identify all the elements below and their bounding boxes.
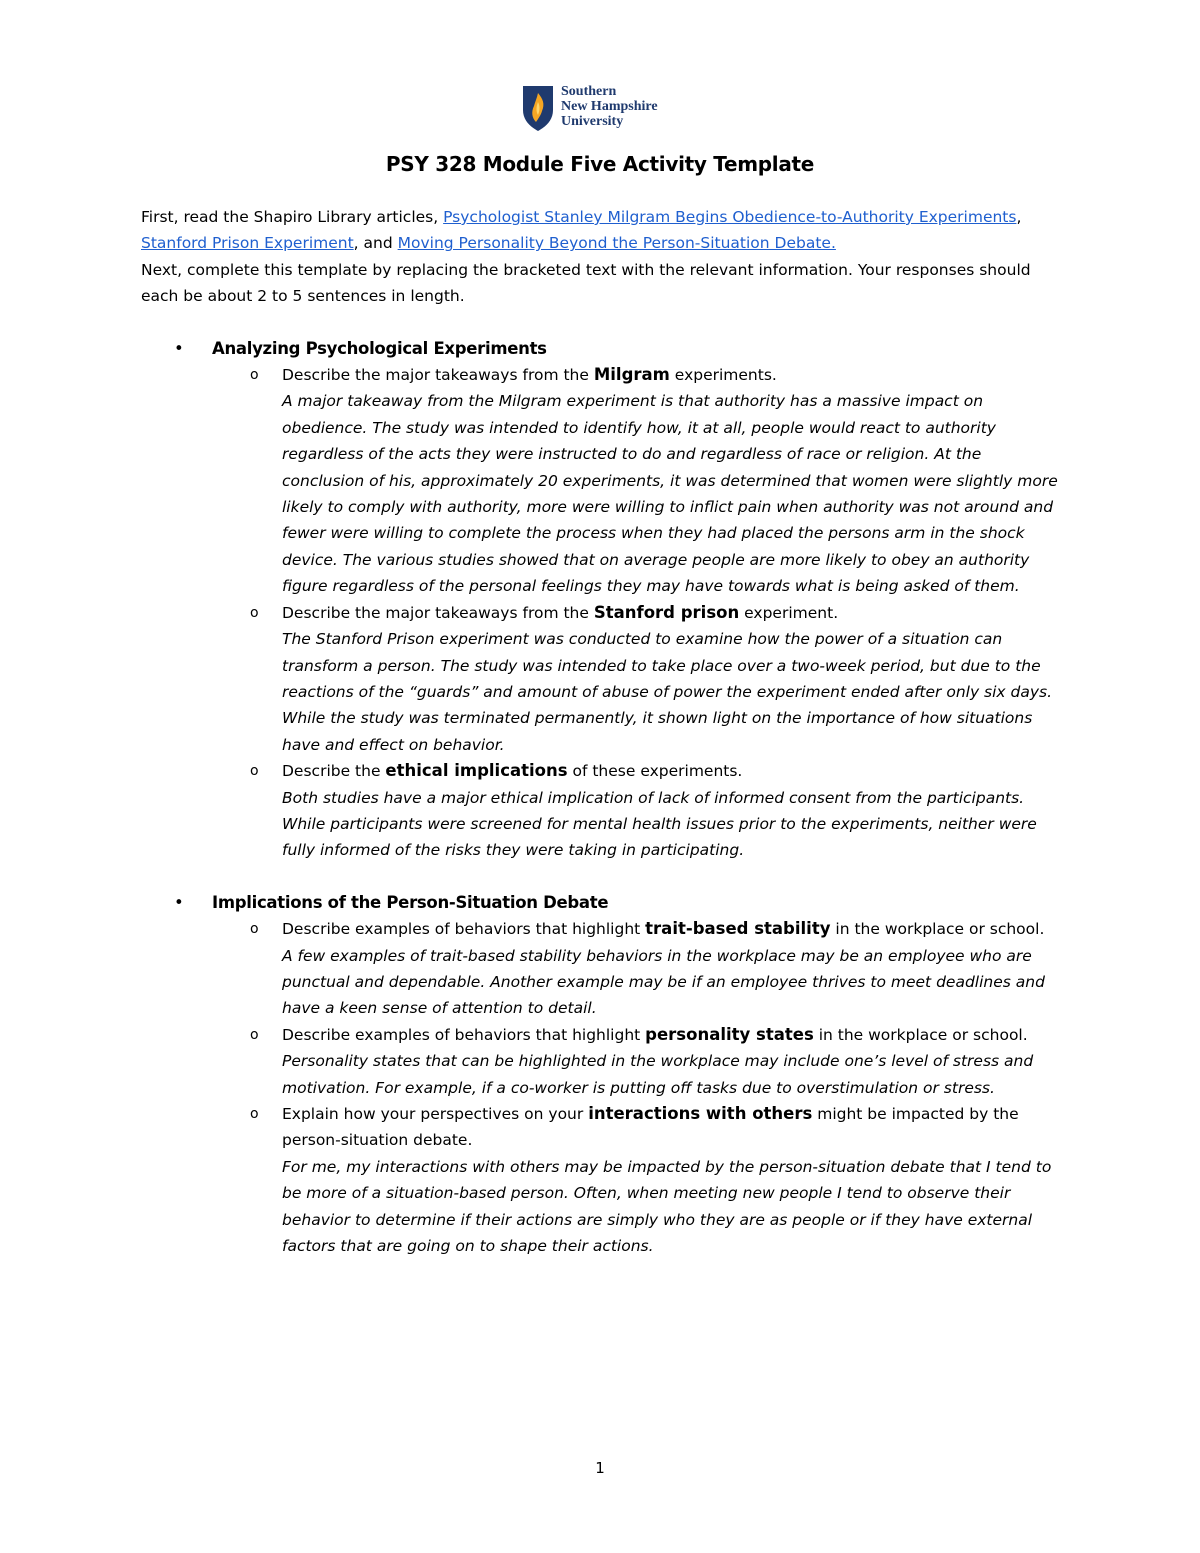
list-item — [141, 916, 1062, 1022]
item-answer: A major takeaway from the Milgram experiment is that authority has a massive impact on obedience. The study was intended to identify how, it at all, people would react to authority regardless of the acts they were instructed to do and regardless of race or religion. At the conclusion of his, approximately 20 experiments, it was determined that women were slightly more likely to comply with authority, more were willing to inflict pain when authority was not around and fewer were willing to complete the process when they had placed the persons arm in the shock device. The various studies showed that on average people are more likely to obey an authority figure regardless of the personal feelings they may have towards what is being asked of them. — [282, 392, 1058, 596]
sub-bullet-icon: o — [250, 1026, 259, 1043]
list-item — [141, 362, 1062, 600]
list-item — [141, 600, 1062, 758]
logo-line-3: University — [561, 114, 624, 129]
section-person-situation — [141, 890, 1061, 1260]
item-answer: A few examples of trait-based stability behaviors in the workplace may be an employee who are punctual and dependable. Another example may be if an employee thrives to meet deadlines and have a keen sense of attention to detail. — [282, 946, 1045, 1018]
intro-next-label: Next — [141, 260, 178, 279]
intro-next-text: , complete this template by replacing the bracketed text with the relevant information. Your responses should each be about 2 to 5 sentences in length. — [141, 260, 1031, 306]
sub-bullet-icon: o — [250, 367, 259, 384]
link-stanford-article[interactable]: Stanford Prison Experiment — [141, 234, 354, 253]
link-milgram-article[interactable]: Psychologist Stanley Milgram Begins Obedience-to-Authority Experiments — [443, 208, 1017, 226]
bullet-icon: • — [174, 892, 184, 912]
prompt-post: might be impacted by the person-situation debate. — [282, 1105, 1019, 1150]
bullet-icon: • — [174, 338, 184, 358]
prompt-pre: Describe the major takeaways from the — [282, 603, 594, 622]
prompt-pre: Describe examples of behaviors that highlight — [282, 1025, 646, 1044]
section-heading — [141, 336, 1061, 362]
prompt-key: Milgram — [593, 365, 670, 385]
university-logo — [521, 84, 691, 134]
intro-first-text: , read the Shapiro Library articles, — [173, 208, 444, 226]
section-analyzing-experiments — [141, 336, 1061, 864]
item-answer: For me, my interactions with others may be impacted by the person-situation debate that I tend to be more of a situation-based person. Often, when meeting new people I tend to observe their behavior to determine if their actions are simply who they are as people or if they have external factors that are going on to shape their actions. — [282, 1157, 1052, 1256]
prompt-pre: Explain how your perspectives on your — [282, 1105, 589, 1123]
prompt-key: trait-based stability — [645, 919, 831, 939]
section-heading-text: Analyzing Psychological Experiments — [212, 338, 547, 358]
item-answer: Both studies have a major ethical implication of lack of informed consent from the participants. While participants were screened for mental health issues prior to the experiments, neither were fully informed of the risks they were taking in participating. — [282, 788, 1037, 860]
link-personality-article[interactable]: Moving Personality Beyond the Person-Situation Debate. — [397, 234, 836, 253]
prompt-key: Stanford prison — [593, 602, 740, 622]
prompt-post: experiments. — [669, 366, 777, 385]
list-item — [141, 758, 1062, 864]
prompt-post: in the workplace or school. — [813, 1025, 1028, 1044]
intro-first-label: First — [141, 208, 174, 226]
item-prompt — [282, 1101, 1062, 1154]
prompt-pre: Describe the — [282, 762, 386, 781]
prompt-key: personality states — [645, 1024, 814, 1044]
intro-sep-1: , — [1016, 208, 1022, 226]
page-number: 1 — [595, 1459, 605, 1477]
prompt-key: interactions with others — [588, 1104, 813, 1123]
item-prompt — [282, 916, 1062, 942]
item-prompt — [282, 600, 1062, 626]
sub-bullet-icon: o — [250, 604, 259, 621]
intro-sep-2: , and — [353, 234, 398, 253]
sub-bullet-icon: o — [250, 921, 259, 938]
list-item — [141, 1101, 1062, 1259]
prompt-pre: Describe examples of behaviors that highlight — [282, 920, 646, 939]
prompt-key: ethical implications — [385, 761, 568, 781]
item-prompt — [282, 362, 1062, 388]
section-heading-text: Implications of the Person-Situation Debate — [212, 892, 609, 912]
logo-wordmark — [561, 84, 658, 129]
intro-paragraph — [141, 204, 1061, 310]
prompt-post: in the workplace or school. — [830, 920, 1045, 939]
item-prompt — [282, 1022, 1062, 1048]
logo-line-2: New Hampshire — [561, 99, 658, 114]
item-answer: The Stanford Prison experiment was conducted to examine how the power of a situation can transform a person. The study was intended to take place over a two-week period, but due to the reactions of the “guards” and amount of abuse of power the experiment ended after only six days. While the study was terminated permanently, it shown light on the importance of how situations have and effect on behavior. — [282, 630, 1053, 754]
logo-line-1: Southern — [561, 84, 617, 99]
sub-bullet-icon: o — [250, 763, 259, 780]
item-answer: Personality states that can be highlighted in the workplace may include one’s level of stress and motivation. For example, if a co-worker is putting off tasks due to overstimulation or stress. — [282, 1052, 1034, 1097]
prompt-pre: Describe the major takeaways from the — [282, 366, 594, 385]
prompt-post: experiment. — [739, 603, 839, 622]
sub-bullet-icon: o — [250, 1106, 259, 1122]
item-prompt — [282, 758, 1062, 784]
document-body — [141, 204, 1061, 1259]
prompt-post: of these experiments. — [567, 762, 743, 781]
list-item — [141, 1022, 1062, 1101]
document-title: PSY 328 Module Five Activity Template — [385, 152, 815, 176]
section-heading — [141, 890, 1061, 916]
shield-flame-icon — [521, 84, 555, 132]
